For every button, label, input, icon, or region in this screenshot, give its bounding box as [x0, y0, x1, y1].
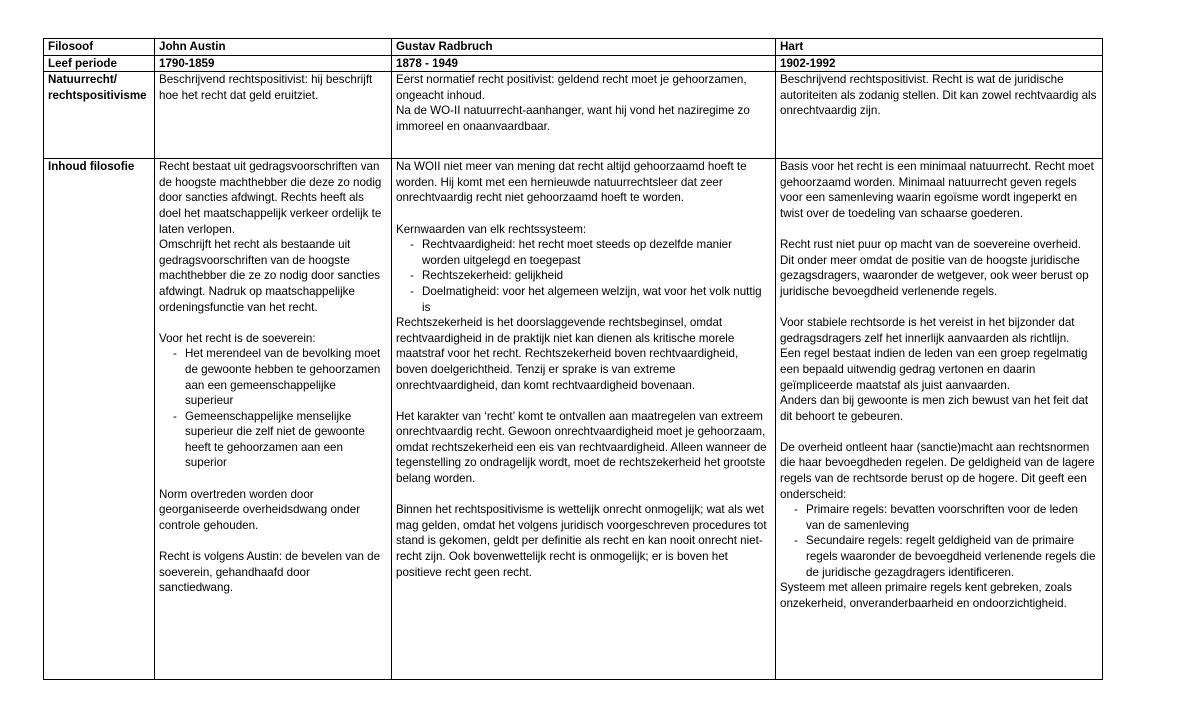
radbruch-kernwaarden-list: [396, 237, 771, 315]
radbruch-paragraph-4: Het karakter van ‘recht’ komt te ontvallen aan maatregelen van extreem onrechtvaardig recht. Gewoon onrechtvaardigheid moet je gehoorzaam, omdat rechtszekerheid een eis van rechtvaardigheid. Alleen wanneer de tegenstelling zo ondragelijk wordt, moet de rechtszekerheid het grootste belang worden.: [396, 409, 767, 486]
inhoud-row: [44, 159, 1103, 680]
radbruch-paragraph-5: Binnen het rechtspositivisme is wettelijk onrecht onmogelijk; wat als wet mag gelden, omdat het volgens juridisch voorgeschreven procedures tot stand is gekomen, geldt per definitie als recht en kan nooit onrecht niet-recht zijn. Ook bovenwettelijk recht is onmogelijk; er is boven het positieve recht geen recht.: [396, 503, 767, 579]
inhoud-hart: [776, 159, 1103, 680]
natuurrecht-austin: [155, 72, 392, 159]
philosophers-table: [43, 38, 1103, 680]
inhoud-radbruch: [392, 159, 776, 680]
header-cell-radbruch: Gustav Radbruch: [392, 39, 776, 56]
austin-paragraph-3: Norm overtreden worden door georganiseerde overheidsdwang onder controle gehouden.: [159, 487, 361, 532]
period-austin: 1790-1859: [155, 55, 392, 72]
inhoud-austin: [155, 159, 392, 680]
natuurrecht-austin-text: Beschrijvend rechtspositivist: hij beschrijft hoe het recht dat geld eruitziet.: [159, 73, 373, 102]
period-radbruch: 1878 - 1949: [392, 55, 776, 72]
header-cell-hart: Hart: [776, 39, 1103, 56]
hart-regels-list: [780, 502, 1098, 580]
natuurrecht-radbruch: [392, 72, 776, 159]
natuurrecht-label: [44, 72, 155, 159]
header-row: [44, 39, 1103, 56]
natuurrecht-hart-text: Beschrijvend rechtspositivist. Recht is wat de juridische autoriteiten als zodanig stellen. Dit kan zowel rechtvaardig als onrechtvaardig zijn.: [780, 73, 1097, 118]
period-label: Leef periode: [44, 55, 155, 72]
austin-paragraph-2: Voor het recht is de soeverein:: [159, 331, 316, 345]
list-item: - Secundaire regels: regelt geldigheid van de primaire regels waaronder de bevoegdheid verlenende regels die de juridische gezagdragers identificeren.: [796, 533, 1098, 580]
list-item: - Rechtszekerheid: gelijkheid: [412, 268, 771, 284]
natuurrecht-label-text: Natuurrecht/ rechtspositivisme: [48, 73, 147, 102]
hart-paragraph-5: Systeem met alleen primaire regels kent gebreken, zoals onzekerheid, onveranderbaarheid en ondoorzichtigheid.: [780, 581, 1072, 610]
austin-soeverein-list: [159, 346, 387, 471]
header-cell-austin: John Austin: [155, 39, 392, 56]
list-item: - Gemeenschappelijke menselijke superieur die zelf niet de gewoonte heeft te gehoorzamen aan een superior: [175, 409, 387, 471]
list-item: - Rechtvaardigheid: het recht moet steeds op dezelfde manier worden uitgelegd en toegepast: [412, 237, 771, 268]
list-item: - Primaire regels: bevatten voorschriften voor de leden van de samenleving: [796, 502, 1098, 533]
radbruch-paragraph-2: Kernwaarden van elk rechtssysteem:: [396, 222, 587, 236]
hart-paragraph-1: Basis voor het recht is een minimaal natuurrecht. Recht moet gehoorzaamd worden. Minimaal natuurrecht geven regels voor een samenleving waarin egoïsme wordt ingeperkt en twist over de toedeling van schaarse goederen.: [780, 160, 1094, 220]
hart-paragraph-4: De overheid ontleent haar (sanctie)macht aan rechtsnormen die haar bevoegdheden regelen. De geldigheid van de lagere regels van de rechtsorde berust op de hogere. Dit geeft een onderscheid:: [780, 440, 1095, 501]
period-hart: 1902-1992: [776, 55, 1103, 72]
list-item: - Het merendeel van de bevolking moet de gewoonte hebben te gehoorzamen aan een gemeenschappelijke superieur: [175, 346, 387, 408]
period-row: [44, 55, 1103, 72]
header-cell-filosoof: Filosoof: [44, 39, 155, 56]
inhoud-label: Inhoud filosofie: [44, 159, 155, 680]
austin-paragraph-4: Recht is volgens Austin: de bevelen van de soeverein, gehandhaafd door sanctiedwang.: [159, 550, 381, 595]
hart-paragraph-2: Recht rust niet puur op macht van de soevereine overheid. Dit onder meer omdat de positie van de hoogste juridische gezagsdragers, waaronder de wetgever, ook weer berust op juridische bevoegdheid verlenende regels.: [780, 238, 1089, 298]
hart-paragraph-3: Voor stabiele rechtsorde is het vereist in het bijzonder dat gedragsdragers zelf het innerlijk aanvaarden als richtlijn. Een regel bestaat indien de leden van een groep regelmatig een bepaald uitwendig gedrag vertonen en daarin geïmpliceerde maatstaf als juist aanvaarden. Anders dan bij gewoonte is men zich bewust van het feit dat dit behoort te gebeuren.: [780, 316, 1089, 423]
list-item: - Doelmatigheid: voor het algemeen welzijn, wat voor het volk nuttig is: [412, 284, 771, 315]
radbruch-paragraph-1: Na WOII niet meer van mening dat recht altijd gehoorzaamd hoeft te worden. Hij komt met een hernieuwde natuurrechtsleer dat zeer onrechtvaardig recht niet gehoorzaamd hoeft te worden.: [396, 160, 747, 205]
austin-paragraph-1: Recht bestaat uit gedragsvoorschriften van de hoogste machthebber die deze zo nodig door sancties afdwingt. Rechts heeft als doel het maatschappelijk verkeer ordelijk te laten verlopen. Omschrijft het recht als bestaande uit gedragsvoorschriften van de hoogste machthebber die ze zo nodig door sancties afdwingt. Nadruk op maatschappelijke ordeningsfunctie van het recht.: [159, 160, 382, 314]
natuurrecht-row: [44, 72, 1103, 159]
radbruch-paragraph-3: Rechtszekerheid is het doorslaggevende rechtsbeginsel, omdat rechtvaardigheid in de praktijk niet kan dienen als kritische morele maatstraf voor het recht. Rechtszekerheid boven rechtvaardigheid, boven doelgerichtheid. Tenzij er sprake is van extreme onrechtvaardigheid, dan komt rechtvaardigheid bovenaan.: [396, 316, 739, 392]
natuurrecht-radbruch-text: Eerst normatief recht positivist: geldend recht moet je gehoorzamen, ongeacht inhoud. Na de WO-II natuurrecht-aanhanger, want hij vond het naziregime zo immoreel en onaanvaardbaar.: [396, 73, 750, 133]
natuurrecht-hart: [776, 72, 1103, 159]
